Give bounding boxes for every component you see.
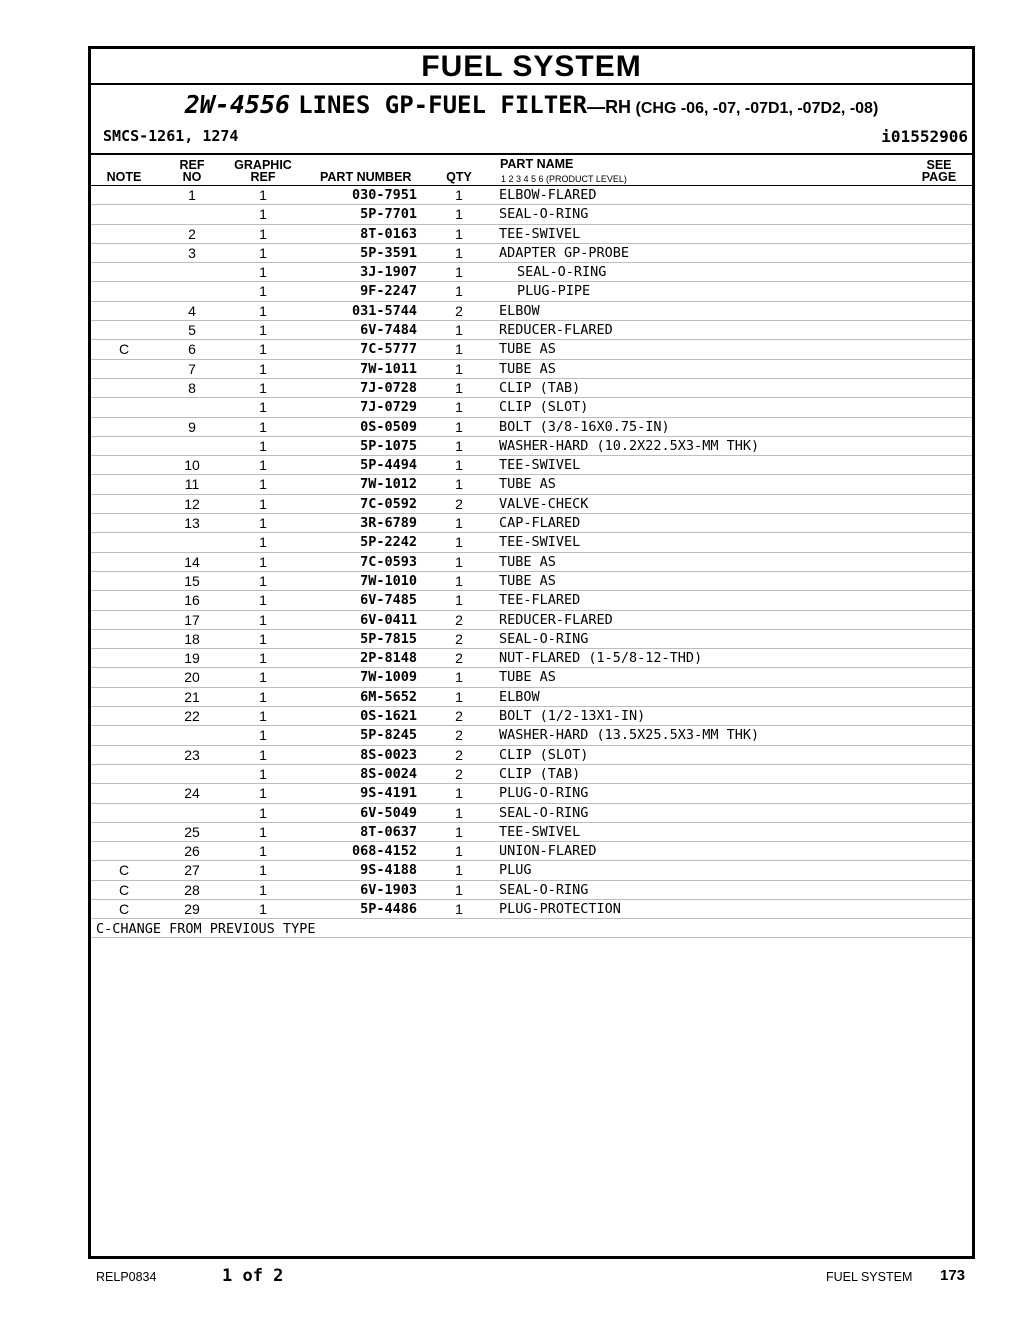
table-row <box>91 784 972 803</box>
ref-no-cell: 24 <box>184 785 200 802</box>
qty-cell: 1 <box>455 900 463 917</box>
ref-no-cell: 17 <box>184 611 200 628</box>
part-number-cell: 3J-1907 <box>360 264 417 281</box>
assembly-name: LINES GP-FUEL FILTER <box>298 91 588 119</box>
table-row <box>91 804 972 823</box>
qty-cell: 2 <box>455 727 463 744</box>
table-row <box>91 591 972 610</box>
col-graphic-bottom: REF <box>250 170 276 184</box>
table-row <box>91 611 972 630</box>
smcs-code: SMCS-1261, 1274 <box>103 127 239 145</box>
table-row <box>91 823 972 842</box>
part-number-cell: 5P-2242 <box>360 534 417 551</box>
page-number: 173 <box>940 1267 966 1284</box>
graphic-ref-cell: 1 <box>259 302 267 319</box>
table-row <box>91 726 972 745</box>
graphic-ref-cell: 1 <box>259 785 267 802</box>
qty-cell: 1 <box>455 881 463 898</box>
graphic-ref-cell: 1 <box>259 862 267 879</box>
part-name-cell: TEE-SWIVEL <box>499 225 581 242</box>
table-row <box>91 360 972 379</box>
part-name-cell: TUBE AS <box>499 341 556 358</box>
graphic-ref-cell: 1 <box>259 843 267 860</box>
ref-no-cell: 23 <box>184 746 200 763</box>
part-number-cell: 7W-1012 <box>360 476 417 493</box>
graphic-ref-cell: 1 <box>259 804 267 821</box>
table-row <box>91 765 972 784</box>
table-row <box>91 649 972 668</box>
ref-no-cell: 11 <box>184 476 200 493</box>
ref-no-cell: 5 <box>188 322 196 339</box>
part-name-cell: CAP-FLARED <box>499 515 581 532</box>
table-row <box>91 881 972 900</box>
qty-cell: 2 <box>455 495 463 512</box>
part-name-cell: TUBE AS <box>499 553 556 570</box>
qty-cell: 1 <box>455 437 463 454</box>
ref-no-cell: 4 <box>188 302 196 319</box>
graphic-ref-cell: 1 <box>259 206 267 223</box>
table-row <box>91 533 972 552</box>
part-name-cell: SEAL-O-RING <box>499 630 589 647</box>
part-name-cell: BOLT (1/2-13X1-IN) <box>499 708 646 725</box>
col-product-level: 1 2 3 4 5 6 (PRODUCT LEVEL) <box>501 174 627 184</box>
part-number-cell: 6V-7485 <box>360 592 417 609</box>
qty-cell: 1 <box>455 225 463 242</box>
table-row <box>91 746 972 765</box>
part-name-cell: BOLT (3/8-16X0.75-IN) <box>499 418 670 435</box>
part-number-cell: 068-4152 <box>351 843 417 860</box>
part-name-cell: NUT-FLARED (1-5/8-12-THD) <box>499 650 703 667</box>
part-number-cell: 9S-4191 <box>360 785 417 802</box>
ref-no-cell: 26 <box>184 843 200 860</box>
qty-cell: 1 <box>455 244 463 261</box>
table-row <box>91 900 972 919</box>
graphic-ref-cell: 1 <box>259 630 267 647</box>
ref-no-cell: 18 <box>184 630 200 647</box>
table-row <box>91 282 972 301</box>
part-number-cell: 0S-1621 <box>360 708 417 725</box>
qty-cell: 2 <box>455 650 463 667</box>
ref-no-cell: 21 <box>184 688 200 705</box>
part-name-cell: PLUG <box>499 862 532 879</box>
qty-cell: 2 <box>455 746 463 763</box>
part-name-cell: ADAPTER GP-PROBE <box>499 244 630 261</box>
part-name-cell: TEE-SWIVEL <box>499 457 581 474</box>
graphic-ref-cell: 1 <box>259 881 267 898</box>
graphic-ref-cell: 1 <box>259 264 267 281</box>
part-name-cell: TEE-SWIVEL <box>499 534 581 551</box>
part-number-cell: 6V-1903 <box>360 881 417 898</box>
qty-cell: 1 <box>455 862 463 879</box>
graphic-ref-cell: 1 <box>259 592 267 609</box>
assembly-part-number: 2W-4556 <box>184 90 291 119</box>
ref-no-cell: 20 <box>184 669 200 686</box>
graphic-ref-cell: 1 <box>259 437 267 454</box>
graphic-ref-cell: 1 <box>259 225 267 242</box>
part-name-cell: CLIP (SLOT) <box>499 746 589 763</box>
smcs-row <box>91 123 972 155</box>
part-number-cell: 8T-0163 <box>360 225 417 242</box>
graphic-ref-cell: 1 <box>259 399 267 416</box>
col-ref-top: REF <box>179 158 205 172</box>
graphic-ref-cell: 1 <box>259 553 267 570</box>
graphic-ref-cell: 1 <box>259 341 267 358</box>
table-row <box>91 379 972 398</box>
qty-cell: 1 <box>455 283 463 300</box>
part-name-cell: VALVE-CHECK <box>499 495 589 512</box>
qty-cell: 1 <box>455 592 463 609</box>
graphic-ref-cell: 1 <box>259 360 267 377</box>
part-number-cell: 6V-7484 <box>360 322 417 339</box>
qty-cell: 1 <box>455 804 463 821</box>
qty-cell: 1 <box>455 457 463 474</box>
note-cell: C <box>118 881 130 898</box>
graphic-ref-cell: 1 <box>259 515 267 532</box>
part-name-cell: PLUG-PROTECTION <box>499 900 621 917</box>
change-levels: (CHG -06, -07, -07D1, -07D2, -08) <box>635 100 879 117</box>
ref-no-cell: 29 <box>184 900 200 917</box>
note-cell: C <box>118 341 130 358</box>
graphic-ref-cell: 1 <box>259 495 267 512</box>
table-row <box>91 842 972 861</box>
footnote <box>91 919 972 938</box>
part-name-cell: TEE-SWIVEL <box>499 823 581 840</box>
qty-cell: 1 <box>455 476 463 493</box>
col-part-name: PART NAME <box>500 157 574 171</box>
table-row <box>91 572 972 591</box>
qty-cell: 1 <box>455 572 463 589</box>
part-name-cell: REDUCER-FLARED <box>499 322 613 339</box>
ref-no-cell: 9 <box>188 418 196 435</box>
table-row <box>91 302 972 321</box>
part-number-cell: 8T-0637 <box>360 823 417 840</box>
graphic-ref-cell: 1 <box>259 900 267 917</box>
parts-table-body <box>91 186 972 919</box>
graphic-ref-cell: 1 <box>259 418 267 435</box>
ref-no-cell: 19 <box>184 650 200 667</box>
part-number-cell: 8S-0024 <box>360 765 417 782</box>
part-name-cell: SEAL-O-RING <box>517 264 607 281</box>
table-row <box>91 340 972 359</box>
graphic-ref-cell: 1 <box>259 650 267 667</box>
qty-cell: 2 <box>455 708 463 725</box>
note-cell: C <box>118 900 130 917</box>
graphic-ref-cell: 1 <box>259 823 267 840</box>
table-row <box>91 707 972 726</box>
parts-list-frame <box>88 46 975 1259</box>
part-number-cell: 2P-8148 <box>360 650 417 667</box>
part-name-cell: WASHER-HARD (13.5X25.5X3-MM THK) <box>499 727 760 744</box>
part-number-cell: 8S-0023 <box>360 746 417 763</box>
table-row <box>91 861 972 880</box>
qty-cell: 1 <box>455 669 463 686</box>
ref-no-cell: 1 <box>188 187 196 203</box>
ref-no-cell: 12 <box>184 495 200 512</box>
assembly-title <box>91 85 972 123</box>
qty-cell: 1 <box>455 206 463 223</box>
table-row <box>91 630 972 649</box>
qty-cell: 2 <box>455 630 463 647</box>
part-name-cell: SEAL-O-RING <box>499 804 589 821</box>
ref-no-cell: 27 <box>184 862 200 879</box>
part-number-cell: 9S-4188 <box>360 862 417 879</box>
footer-system-name: FUEL SYSTEM <box>826 1270 913 1284</box>
graphic-ref-cell: 1 <box>259 727 267 744</box>
ref-no-cell: 15 <box>184 572 200 589</box>
part-name-cell: UNION-FLARED <box>499 843 597 860</box>
part-number-cell: 3R-6789 <box>360 515 417 532</box>
part-number-cell: 030-7951 <box>351 187 417 203</box>
qty-cell: 2 <box>455 611 463 628</box>
part-number-cell: 5P-4494 <box>360 457 417 474</box>
qty-cell: 2 <box>455 302 463 319</box>
table-row <box>91 263 972 282</box>
qty-cell: 1 <box>455 515 463 532</box>
qty-cell: 1 <box>455 264 463 281</box>
graphic-ref-cell: 1 <box>259 476 267 493</box>
part-number-cell: 0S-0509 <box>360 418 417 435</box>
part-number-cell: 7W-1010 <box>360 572 417 589</box>
table-row <box>91 205 972 224</box>
note-cell: C <box>118 862 130 879</box>
table-row <box>91 553 972 572</box>
ref-no-cell: 14 <box>184 553 200 570</box>
table-row <box>91 244 972 263</box>
ref-no-cell: 6 <box>188 341 196 358</box>
graphic-ref-cell: 1 <box>259 457 267 474</box>
document-code: RELP0834 <box>96 1270 157 1284</box>
part-number-cell: 7W-1011 <box>360 360 417 377</box>
col-see-top: SEE <box>926 158 952 172</box>
qty-cell: 1 <box>455 341 463 358</box>
qty-cell: 1 <box>455 379 463 396</box>
graphic-ref-cell: 1 <box>259 244 267 261</box>
table-row <box>91 456 972 475</box>
qty-cell: 1 <box>455 823 463 840</box>
graphic-ref-cell: 1 <box>259 688 267 705</box>
part-name-cell: ELBOW <box>499 688 540 705</box>
ref-no-cell: 25 <box>184 823 200 840</box>
graphic-ref-cell: 1 <box>259 534 267 551</box>
ref-no-cell: 16 <box>184 592 200 609</box>
qty-cell: 1 <box>455 418 463 435</box>
table-row <box>91 225 972 244</box>
part-name-cell: REDUCER-FLARED <box>499 611 613 628</box>
part-name-cell: CLIP (SLOT) <box>499 399 589 416</box>
part-name-cell: TEE-FLARED <box>499 592 581 609</box>
col-note: NOTE <box>106 170 142 184</box>
illustration-id: i01552906 <box>881 127 968 146</box>
graphic-ref-cell: 1 <box>259 708 267 725</box>
ref-no-cell: 13 <box>184 515 200 532</box>
part-number-cell: 5P-1075 <box>360 437 417 454</box>
part-name-cell: PLUG-PIPE <box>517 283 591 300</box>
graphic-ref-cell: 1 <box>259 669 267 686</box>
table-row <box>91 437 972 456</box>
part-number-cell: 5P-8245 <box>360 727 417 744</box>
part-name-cell: WASHER-HARD (10.2X22.5X3-MM THK) <box>499 437 760 454</box>
table-row <box>91 321 972 340</box>
part-name-cell: TUBE AS <box>499 669 556 686</box>
part-name-cell: CLIP (TAB) <box>499 379 581 396</box>
qty-cell: 1 <box>455 322 463 339</box>
ref-no-cell: 2 <box>188 225 196 242</box>
graphic-ref-cell: 1 <box>259 379 267 396</box>
graphic-ref-cell: 1 <box>259 611 267 628</box>
part-number-cell: 7W-1009 <box>360 669 417 686</box>
table-row <box>91 495 972 514</box>
qty-cell: 1 <box>455 534 463 551</box>
qty-cell: 1 <box>455 843 463 860</box>
part-name-cell: CLIP (TAB) <box>499 765 581 782</box>
part-name-cell: ELBOW <box>499 302 540 319</box>
part-number-cell: 7J-0728 <box>360 379 417 396</box>
ref-no-cell: 22 <box>184 708 200 725</box>
table-row <box>91 418 972 437</box>
graphic-ref-cell: 1 <box>259 283 267 300</box>
qty-cell: 1 <box>455 785 463 802</box>
col-see-bottom: PAGE <box>921 170 957 184</box>
table-row <box>91 186 972 205</box>
col-graphic-top: GRAPHIC <box>234 158 292 172</box>
footnote-text: C-CHANGE FROM PREVIOUS TYPE <box>96 921 316 938</box>
part-name-cell: SEAL-O-RING <box>499 881 589 898</box>
graphic-ref-cell: 1 <box>259 572 267 589</box>
qty-cell: 1 <box>455 187 463 203</box>
part-number-cell: 7C-0592 <box>360 495 417 512</box>
graphic-ref-cell: 1 <box>259 765 267 782</box>
table-row <box>91 475 972 494</box>
part-number-cell: 7C-5777 <box>360 341 417 358</box>
col-part-number: PART NUMBER <box>320 170 412 184</box>
assembly-suffix: —RH <box>587 97 632 117</box>
col-ref-bottom: NO <box>182 170 202 184</box>
graphic-ref-cell: 1 <box>259 322 267 339</box>
part-number-cell: 7C-0593 <box>360 553 417 570</box>
ref-no-cell: 7 <box>188 360 196 377</box>
qty-cell: 1 <box>455 399 463 416</box>
part-number-cell: 031-5744 <box>351 302 417 319</box>
part-number-cell: 5P-4486 <box>360 900 417 917</box>
part-number-cell: 7J-0729 <box>360 399 417 416</box>
table-row <box>91 514 972 533</box>
qty-cell: 1 <box>455 688 463 705</box>
part-number-cell: 6V-5049 <box>360 804 417 821</box>
section-title: FUEL SYSTEM <box>91 49 972 85</box>
part-name-cell: PLUG-O-RING <box>499 785 589 802</box>
ref-no-cell: 3 <box>188 244 196 261</box>
part-number-cell: 5P-7701 <box>360 206 417 223</box>
column-headers <box>91 155 972 186</box>
part-number-cell: 5P-7815 <box>360 630 417 647</box>
qty-cell: 1 <box>455 360 463 377</box>
col-qty: QTY <box>446 170 472 184</box>
table-row <box>91 668 972 687</box>
part-number-cell: 9F-2247 <box>360 283 417 300</box>
part-number-cell: 6M-5652 <box>360 688 417 705</box>
part-name-cell: TUBE AS <box>499 476 556 493</box>
ref-no-cell: 8 <box>188 379 196 396</box>
part-number-cell: 6V-0411 <box>360 611 417 628</box>
page-of: 1 of 2 <box>222 1266 284 1286</box>
table-row <box>91 688 972 707</box>
ref-no-cell: 28 <box>184 881 200 898</box>
qty-cell: 2 <box>455 765 463 782</box>
graphic-ref-cell: 1 <box>259 187 267 203</box>
part-name-cell: ELBOW-FLARED <box>499 187 597 203</box>
qty-cell: 1 <box>455 553 463 570</box>
part-name-cell: TUBE AS <box>499 572 556 589</box>
part-number-cell: 5P-3591 <box>360 244 417 261</box>
table-row <box>91 398 972 417</box>
graphic-ref-cell: 1 <box>259 746 267 763</box>
part-name-cell: TUBE AS <box>499 360 556 377</box>
ref-no-cell: 10 <box>184 457 200 474</box>
part-name-cell: SEAL-O-RING <box>499 206 589 223</box>
